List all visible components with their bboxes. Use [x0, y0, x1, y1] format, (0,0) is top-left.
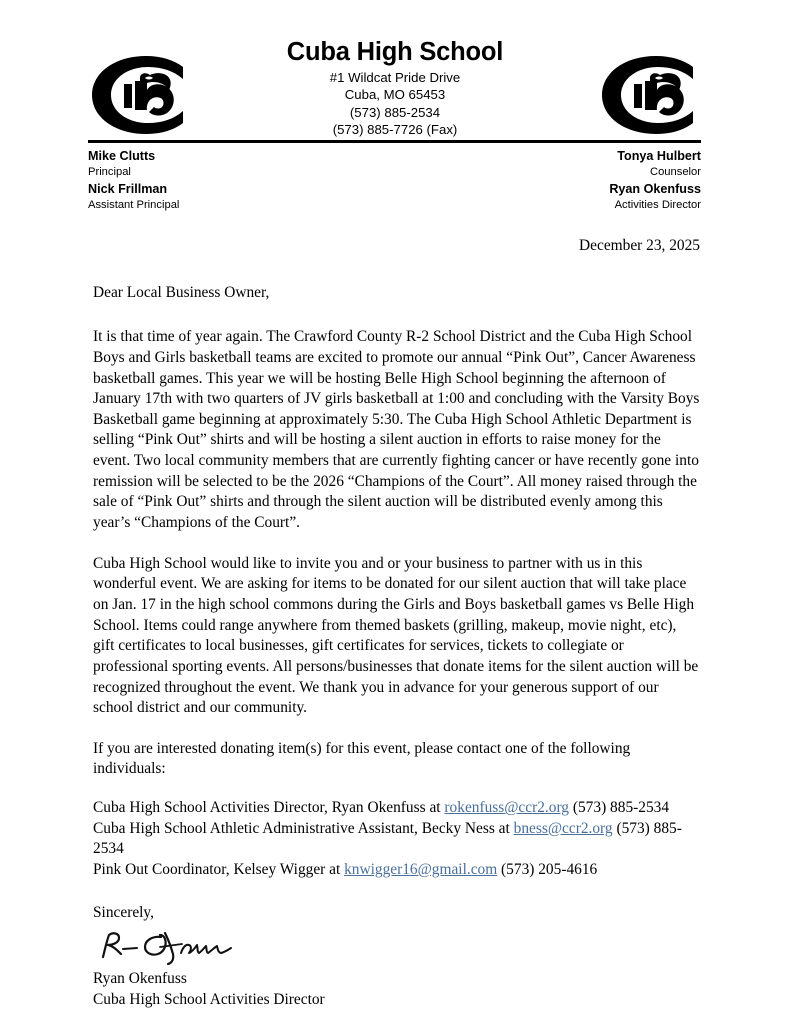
letter-paragraph-1: It is that time of year again. The Crawford County R-2 School District and the Cuba High School Boys and Girls basketball teams are excited to promote our annual “Pink Out”, Cancer Awareness basketball games. This year we will be hosting Belle High School beginning the afternoon of January 17th with two quarters of JV girls basketball at 1:00 and concluding with the Varsity Boys Basketball game beginning at approximately 5:30. The Cuba High School Athletic Department is selling “Pink Out” shirts and will be hosting a silent auction in efforts to raise money for the event. Two local community members that are currently fighting cancer or have recently gone into remission will be selected to be the 2026 “Champions of the Court”. All money raised through the sale of “Pink Out” shirts and through the silent auction will be distributed evenly among this year’s “Champions of the Court”. — [93, 328, 700, 532]
contact-list — [93, 798, 700, 881]
letter-date: December 23, 2025 — [579, 237, 700, 254]
contact-name-text: Cuba High School Athletic Administrative Assistant, Becky Ness at — [93, 819, 514, 837]
school-name: Cuba High School — [286, 38, 504, 66]
signer-title: Cuba High School Activities Director — [93, 990, 325, 1008]
letter-salutation: Dear Local Business Owner, — [93, 283, 270, 301]
contact-phone-text: (573) 885-2534 — [93, 819, 682, 858]
signer-name: Ryan Okenfuss — [93, 970, 187, 988]
school-address-line-1: #1 Wildcat Pride Drive — [329, 69, 461, 85]
staff-column-left — [88, 148, 179, 215]
staff-title: Activities Director — [614, 199, 701, 212]
letter-body — [93, 236, 700, 1011]
letterhead — [88, 34, 702, 138]
staff-title: Principal — [88, 166, 131, 178]
staff-title: Counselor — [650, 166, 701, 178]
staff-name: Tonya Hulbert — [617, 149, 701, 163]
contact-email-link[interactable]: bness@ccr2.org — [513, 819, 613, 837]
staff-directory — [88, 148, 701, 215]
letter-paragraph-3: If you are interested donating item(s) for this event, please contact one of the following individuals: — [93, 739, 631, 778]
letter-paragraph-2: Cuba High School would like to invite you and or your business to partner with us in this wonderful event. We are asking for items to be donated for our silent auction that will take place on Jan. 17 in the high school commons during the Girls and Boys basketball games vs Belle High School. Items could range anywhere from themed baskets (grilling, makeup, movie night, etc), gift certificates to local businesses, gift certificates for services, tickets to collegiate or professional sporting events. All persons/businesses that donate items for the silent auction will be recognized throughout the event. We thank you in advance for your generous support of our school district and our community. — [93, 554, 699, 717]
school-identity — [192, 34, 598, 139]
school-address-line-2: Cuba, MO 65453 — [344, 87, 446, 103]
contact-name-text: Pink Out Coordinator, Kelsey Wigger at — [93, 861, 345, 879]
staff-column-right — [609, 148, 701, 215]
school-fax: (573) 885-7726 (Fax) — [332, 122, 458, 138]
handwritten-signature-icon — [97, 927, 247, 967]
contact-name-text: Cuba High School Activities Director, Ryan Okenfuss at — [93, 799, 445, 817]
wildcat-c-logo-icon-right — [598, 54, 702, 136]
contact-line — [93, 798, 700, 819]
school-phone: (573) 885-2534 — [349, 104, 441, 120]
staff-name: Ryan Okenfuss — [609, 182, 701, 197]
letterhead-divider — [88, 140, 701, 143]
contact-phone-text: (573) 885-2534 — [569, 799, 670, 817]
wildcat-c-logo-icon-left — [88, 54, 192, 136]
contact-line — [93, 819, 700, 860]
contact-phone-text: (573) 205-4616 — [497, 861, 598, 879]
contact-email-link[interactable]: rokenfuss@ccr2.org — [444, 799, 570, 817]
letter-closing: Sincerely, — [93, 903, 154, 921]
contact-line — [93, 860, 700, 881]
staff-name: Nick Frillman — [88, 182, 168, 197]
staff-name: Mike Clutts — [88, 149, 156, 163]
staff-title: Assistant Principal — [88, 199, 180, 212]
contact-email-link[interactable]: knwigger16@gmail.com — [344, 861, 498, 879]
